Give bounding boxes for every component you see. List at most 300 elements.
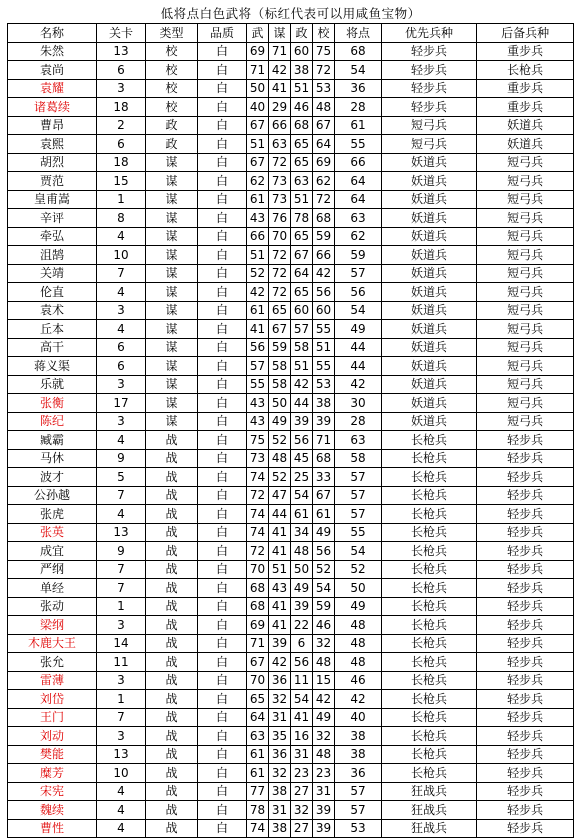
cell-xiao: 48: [313, 98, 335, 117]
cell-backup-unit: 妖道兵: [477, 116, 574, 135]
cell-type: 战: [146, 764, 198, 783]
cell-stage: 4: [97, 283, 146, 302]
cell-type: 战: [146, 468, 198, 487]
cell-backup-unit: 短弓兵: [477, 264, 574, 283]
cell-zheng: 49: [291, 579, 313, 598]
cell-wu: 41: [247, 320, 269, 339]
cell-backup-unit: 轻步兵: [477, 505, 574, 524]
cell-backup-unit: 轻步兵: [477, 449, 574, 468]
cell-wu: 77: [247, 782, 269, 801]
cell-name: 刘动: [8, 727, 97, 746]
cell-name: 贾范: [8, 172, 97, 191]
cell-type: 谋: [146, 283, 198, 302]
cell-jiangdian: 42: [335, 690, 382, 709]
header-jiangdian: 将点: [335, 24, 382, 43]
table-row: [8, 357, 574, 376]
cell-primary-unit: 长枪兵: [382, 653, 477, 672]
cell-jiangdian: 53: [335, 819, 382, 838]
cell-type: 政: [146, 116, 198, 135]
cell-stage: 7: [97, 560, 146, 579]
cell-type: 战: [146, 579, 198, 598]
cell-zheng: 48: [291, 542, 313, 561]
cell-wu: 69: [247, 42, 269, 61]
cell-zheng: 31: [291, 745, 313, 764]
table-row: [8, 616, 574, 635]
cell-mou: 41: [269, 523, 291, 542]
cell-mou: 58: [269, 375, 291, 394]
table-row: [8, 394, 574, 413]
cell-xiao: 32: [313, 727, 335, 746]
cell-jiangdian: 36: [335, 764, 382, 783]
cell-zheng: 23: [291, 764, 313, 783]
cell-name: 单经: [8, 579, 97, 598]
cell-quality: 白: [198, 412, 247, 431]
cell-xiao: 32: [313, 634, 335, 653]
cell-stage: 17: [97, 394, 146, 413]
cell-type: 谋: [146, 264, 198, 283]
cell-stage: 2: [97, 116, 146, 135]
cell-wu: 62: [247, 172, 269, 191]
cell-name: 诸葛续: [8, 98, 97, 117]
cell-backup-unit: 长枪兵: [477, 61, 574, 80]
cell-quality: 白: [198, 653, 247, 672]
cell-stage: 18: [97, 153, 146, 172]
cell-quality: 白: [198, 745, 247, 764]
cell-primary-unit: 长枪兵: [382, 616, 477, 635]
cell-quality: 白: [198, 42, 247, 61]
cell-jiangdian: 55: [335, 523, 382, 542]
cell-backup-unit: 轻步兵: [477, 801, 574, 820]
cell-xiao: 68: [313, 209, 335, 228]
cell-primary-unit: 轻步兵: [382, 61, 477, 80]
cell-mou: 50: [269, 394, 291, 413]
cell-jiangdian: 52: [335, 560, 382, 579]
cell-jiangdian: 57: [335, 782, 382, 801]
cell-mou: 39: [269, 634, 291, 653]
cell-primary-unit: 妖道兵: [382, 375, 477, 394]
cell-xiao: 48: [313, 653, 335, 672]
table-row: [8, 153, 574, 172]
cell-name: 蒋义渠: [8, 357, 97, 376]
cell-name: 严纲: [8, 560, 97, 579]
cell-jiangdian: 62: [335, 227, 382, 246]
cell-zheng: 54: [291, 690, 313, 709]
cell-stage: 14: [97, 634, 146, 653]
cell-wu: 74: [247, 523, 269, 542]
cell-type: 战: [146, 597, 198, 616]
cell-type: 谋: [146, 209, 198, 228]
header-zheng: 政: [291, 24, 313, 43]
header-wu: 武: [247, 24, 269, 43]
cell-xiao: 52: [313, 560, 335, 579]
cell-jiangdian: 57: [335, 468, 382, 487]
table-row: [8, 135, 574, 154]
table-row: [8, 116, 574, 135]
cell-mou: 67: [269, 320, 291, 339]
cell-jiangdian: 40: [335, 708, 382, 727]
cell-primary-unit: 妖道兵: [382, 264, 477, 283]
cell-type: 谋: [146, 357, 198, 376]
header-row: [8, 24, 574, 43]
table-row: [8, 690, 574, 709]
cell-type: 谋: [146, 190, 198, 209]
cell-stage: 7: [97, 486, 146, 505]
cell-quality: 白: [198, 634, 247, 653]
cell-name: 丘本: [8, 320, 97, 339]
cell-wu: 40: [247, 98, 269, 117]
cell-primary-unit: 长枪兵: [382, 486, 477, 505]
cell-backup-unit: 轻步兵: [477, 468, 574, 487]
cell-zheng: 51: [291, 357, 313, 376]
cell-quality: 白: [198, 246, 247, 265]
cell-backup-unit: 轻步兵: [477, 708, 574, 727]
cell-jiangdian: 64: [335, 190, 382, 209]
cell-jiangdian: 54: [335, 301, 382, 320]
table-row: [8, 375, 574, 394]
cell-type: 战: [146, 560, 198, 579]
cell-primary-unit: 妖道兵: [382, 301, 477, 320]
cell-backup-unit: 轻步兵: [477, 616, 574, 635]
cell-backup-unit: 轻步兵: [477, 745, 574, 764]
cell-mou: 36: [269, 745, 291, 764]
cell-name: 关靖: [8, 264, 97, 283]
cell-zheng: 44: [291, 394, 313, 413]
cell-quality: 白: [198, 801, 247, 820]
cell-quality: 白: [198, 209, 247, 228]
cell-quality: 白: [198, 764, 247, 783]
cell-stage: 13: [97, 745, 146, 764]
table-row: [8, 801, 574, 820]
cell-name: 宋宪: [8, 782, 97, 801]
cell-mou: 49: [269, 412, 291, 431]
cell-stage: 3: [97, 79, 146, 98]
cell-wu: 64: [247, 708, 269, 727]
cell-xiao: 48: [313, 745, 335, 764]
cell-zheng: 56: [291, 431, 313, 450]
cell-stage: 7: [97, 579, 146, 598]
cell-mou: 63: [269, 135, 291, 154]
cell-jiangdian: 54: [335, 542, 382, 561]
cell-stage: 18: [97, 98, 146, 117]
cell-jiangdian: 44: [335, 338, 382, 357]
cell-name: 袁耀: [8, 79, 97, 98]
cell-wu: 66: [247, 227, 269, 246]
cell-primary-unit: 妖道兵: [382, 190, 477, 209]
cell-name: 乐就: [8, 375, 97, 394]
table-row: [8, 301, 574, 320]
cell-backup-unit: 短弓兵: [477, 394, 574, 413]
cell-name: 马休: [8, 449, 97, 468]
cell-mou: 73: [269, 172, 291, 191]
cell-backup-unit: 轻步兵: [477, 782, 574, 801]
header-primary-unit: 优先兵种: [382, 24, 477, 43]
header-quality: 品质: [198, 24, 247, 43]
cell-quality: 白: [198, 227, 247, 246]
cell-quality: 白: [198, 431, 247, 450]
cell-xiao: 33: [313, 468, 335, 487]
cell-stage: 4: [97, 227, 146, 246]
cell-stage: 7: [97, 264, 146, 283]
cell-type: 政: [146, 135, 198, 154]
cell-quality: 白: [198, 320, 247, 339]
cell-zheng: 65: [291, 153, 313, 172]
cell-jiangdian: 48: [335, 616, 382, 635]
cell-stage: 4: [97, 320, 146, 339]
cell-type: 战: [146, 449, 198, 468]
cell-quality: 白: [198, 375, 247, 394]
table-row: [8, 468, 574, 487]
cell-backup-unit: 轻步兵: [477, 690, 574, 709]
cell-zheng: 38: [291, 61, 313, 80]
cell-type: 战: [146, 671, 198, 690]
cell-xiao: 51: [313, 338, 335, 357]
cell-name: 袁熙: [8, 135, 97, 154]
cell-backup-unit: 轻步兵: [477, 579, 574, 598]
cell-type: 战: [146, 782, 198, 801]
cell-type: 谋: [146, 375, 198, 394]
cell-quality: 白: [198, 597, 247, 616]
cell-primary-unit: 妖道兵: [382, 320, 477, 339]
table-row: [8, 653, 574, 672]
cell-zheng: 27: [291, 819, 313, 838]
cell-stage: 10: [97, 764, 146, 783]
cell-type: 谋: [146, 320, 198, 339]
table-row: [8, 246, 574, 265]
cell-backup-unit: 轻步兵: [477, 634, 574, 653]
cell-xiao: 49: [313, 523, 335, 542]
cell-stage: 4: [97, 505, 146, 524]
cell-name: 高干: [8, 338, 97, 357]
cell-wu: 51: [247, 246, 269, 265]
cell-jiangdian: 28: [335, 412, 382, 431]
cell-wu: 70: [247, 560, 269, 579]
cell-jiangdian: 56: [335, 283, 382, 302]
cell-primary-unit: 长枪兵: [382, 708, 477, 727]
cell-backup-unit: 短弓兵: [477, 190, 574, 209]
cell-jiangdian: 54: [335, 61, 382, 80]
cell-quality: 白: [198, 135, 247, 154]
cell-primary-unit: 长枪兵: [382, 634, 477, 653]
cell-type: 谋: [146, 246, 198, 265]
cell-wu: 55: [247, 375, 269, 394]
cell-primary-unit: 长枪兵: [382, 505, 477, 524]
cell-zheng: 32: [291, 801, 313, 820]
cell-quality: 白: [198, 579, 247, 598]
table-row: [8, 79, 574, 98]
cell-type: 谋: [146, 227, 198, 246]
cell-wu: 63: [247, 727, 269, 746]
cell-quality: 白: [198, 172, 247, 191]
table-row: [8, 782, 574, 801]
cell-wu: 71: [247, 634, 269, 653]
cell-jiangdian: 38: [335, 745, 382, 764]
cell-jiangdian: 68: [335, 42, 382, 61]
cell-stage: 1: [97, 190, 146, 209]
cell-wu: 72: [247, 486, 269, 505]
table-row: [8, 98, 574, 117]
cell-stage: 4: [97, 431, 146, 450]
cell-mou: 31: [269, 801, 291, 820]
cell-name: 朱然: [8, 42, 97, 61]
cell-jiangdian: 57: [335, 264, 382, 283]
cell-stage: 15: [97, 172, 146, 191]
cell-jiangdian: 55: [335, 135, 382, 154]
cell-stage: 4: [97, 819, 146, 838]
cell-mou: 66: [269, 116, 291, 135]
cell-xiao: 71: [313, 431, 335, 450]
cell-zheng: 60: [291, 301, 313, 320]
cell-name: 张动: [8, 597, 97, 616]
cell-quality: 白: [198, 690, 247, 709]
cell-quality: 白: [198, 264, 247, 283]
cell-zheng: 63: [291, 172, 313, 191]
cell-mou: 41: [269, 542, 291, 561]
cell-jiangdian: 63: [335, 209, 382, 228]
cell-zheng: 16: [291, 727, 313, 746]
cell-primary-unit: 狂战兵: [382, 782, 477, 801]
table-row: [8, 745, 574, 764]
cell-type: 谋: [146, 338, 198, 357]
cell-quality: 白: [198, 486, 247, 505]
cell-zheng: 68: [291, 116, 313, 135]
cell-zheng: 46: [291, 98, 313, 117]
cell-backup-unit: 短弓兵: [477, 246, 574, 265]
cell-xiao: 39: [313, 801, 335, 820]
cell-quality: 白: [198, 542, 247, 561]
cell-jiangdian: 48: [335, 634, 382, 653]
cell-name: 波才: [8, 468, 97, 487]
table-row: [8, 412, 574, 431]
cell-xiao: 53: [313, 79, 335, 98]
table-row: [8, 523, 574, 542]
cell-primary-unit: 狂战兵: [382, 801, 477, 820]
cell-name: 曹昂: [8, 116, 97, 135]
cell-mou: 43: [269, 579, 291, 598]
cell-primary-unit: 妖道兵: [382, 283, 477, 302]
table-row: [8, 338, 574, 357]
cell-primary-unit: 妖道兵: [382, 227, 477, 246]
cell-wu: 42: [247, 283, 269, 302]
spreadsheet: [7, 5, 573, 838]
cell-quality: 白: [198, 727, 247, 746]
cell-primary-unit: 妖道兵: [382, 172, 477, 191]
cell-xiao: 54: [313, 579, 335, 598]
cell-primary-unit: 长枪兵: [382, 542, 477, 561]
cell-backup-unit: 短弓兵: [477, 338, 574, 357]
cell-type: 谋: [146, 301, 198, 320]
cell-name: 雷薄: [8, 671, 97, 690]
cell-stage: 1: [97, 597, 146, 616]
cell-zheng: 60: [291, 42, 313, 61]
cell-zheng: 65: [291, 135, 313, 154]
cell-xiao: 59: [313, 597, 335, 616]
cell-stage: 5: [97, 468, 146, 487]
cell-name: 张衡: [8, 394, 97, 413]
cell-wu: 75: [247, 431, 269, 450]
cell-wu: 43: [247, 412, 269, 431]
cell-quality: 白: [198, 190, 247, 209]
cell-jiangdian: 49: [335, 597, 382, 616]
table-row: [8, 579, 574, 598]
cell-xiao: 49: [313, 708, 335, 727]
cell-name: 袁术: [8, 301, 97, 320]
cell-wu: 61: [247, 301, 269, 320]
cell-mou: 58: [269, 357, 291, 376]
cell-zheng: 6: [291, 634, 313, 653]
cell-stage: 3: [97, 301, 146, 320]
cell-primary-unit: 长枪兵: [382, 449, 477, 468]
cell-stage: 3: [97, 412, 146, 431]
cell-backup-unit: 短弓兵: [477, 172, 574, 191]
table-row: [8, 61, 574, 80]
cell-mou: 72: [269, 153, 291, 172]
cell-backup-unit: 轻步兵: [477, 523, 574, 542]
cell-name: 伦直: [8, 283, 97, 302]
cell-xiao: 72: [313, 190, 335, 209]
cell-backup-unit: 重步兵: [477, 79, 574, 98]
cell-wu: 71: [247, 61, 269, 80]
cell-backup-unit: 轻步兵: [477, 819, 574, 838]
cell-mou: 59: [269, 338, 291, 357]
table-row: [8, 542, 574, 561]
cell-stage: 3: [97, 616, 146, 635]
table-row: [8, 560, 574, 579]
cell-xiao: 46: [313, 616, 335, 635]
cell-quality: 白: [198, 116, 247, 135]
cell-xiao: 42: [313, 690, 335, 709]
cell-xiao: 15: [313, 671, 335, 690]
cell-wu: 61: [247, 745, 269, 764]
cell-mou: 36: [269, 671, 291, 690]
cell-jiangdian: 44: [335, 357, 382, 376]
cell-primary-unit: 长枪兵: [382, 727, 477, 746]
cell-primary-unit: 长枪兵: [382, 523, 477, 542]
cell-stage: 6: [97, 357, 146, 376]
cell-wu: 67: [247, 653, 269, 672]
cell-xiao: 39: [313, 819, 335, 838]
cell-type: 校: [146, 79, 198, 98]
cell-xiao: 31: [313, 782, 335, 801]
cell-jiangdian: 50: [335, 579, 382, 598]
cell-stage: 3: [97, 671, 146, 690]
header-type: 类型: [146, 24, 198, 43]
cell-primary-unit: 长枪兵: [382, 431, 477, 450]
cell-backup-unit: 短弓兵: [477, 412, 574, 431]
cell-backup-unit: 短弓兵: [477, 320, 574, 339]
cell-primary-unit: 长枪兵: [382, 579, 477, 598]
cell-type: 战: [146, 431, 198, 450]
general-table: [7, 5, 574, 838]
cell-stage: 3: [97, 375, 146, 394]
cell-zheng: 51: [291, 79, 313, 98]
cell-type: 战: [146, 653, 198, 672]
cell-quality: 白: [198, 468, 247, 487]
cell-jiangdian: 42: [335, 375, 382, 394]
cell-name: 辛评: [8, 209, 97, 228]
cell-primary-unit: 轻步兵: [382, 98, 477, 117]
table-row: [8, 764, 574, 783]
cell-zheng: 39: [291, 412, 313, 431]
cell-wu: 61: [247, 190, 269, 209]
cell-wu: 74: [247, 505, 269, 524]
cell-name: 张英: [8, 523, 97, 542]
cell-zheng: 22: [291, 616, 313, 635]
table-row: [8, 505, 574, 524]
cell-wu: 74: [247, 819, 269, 838]
cell-mou: 51: [269, 560, 291, 579]
cell-zheng: 61: [291, 505, 313, 524]
cell-backup-unit: 短弓兵: [477, 283, 574, 302]
